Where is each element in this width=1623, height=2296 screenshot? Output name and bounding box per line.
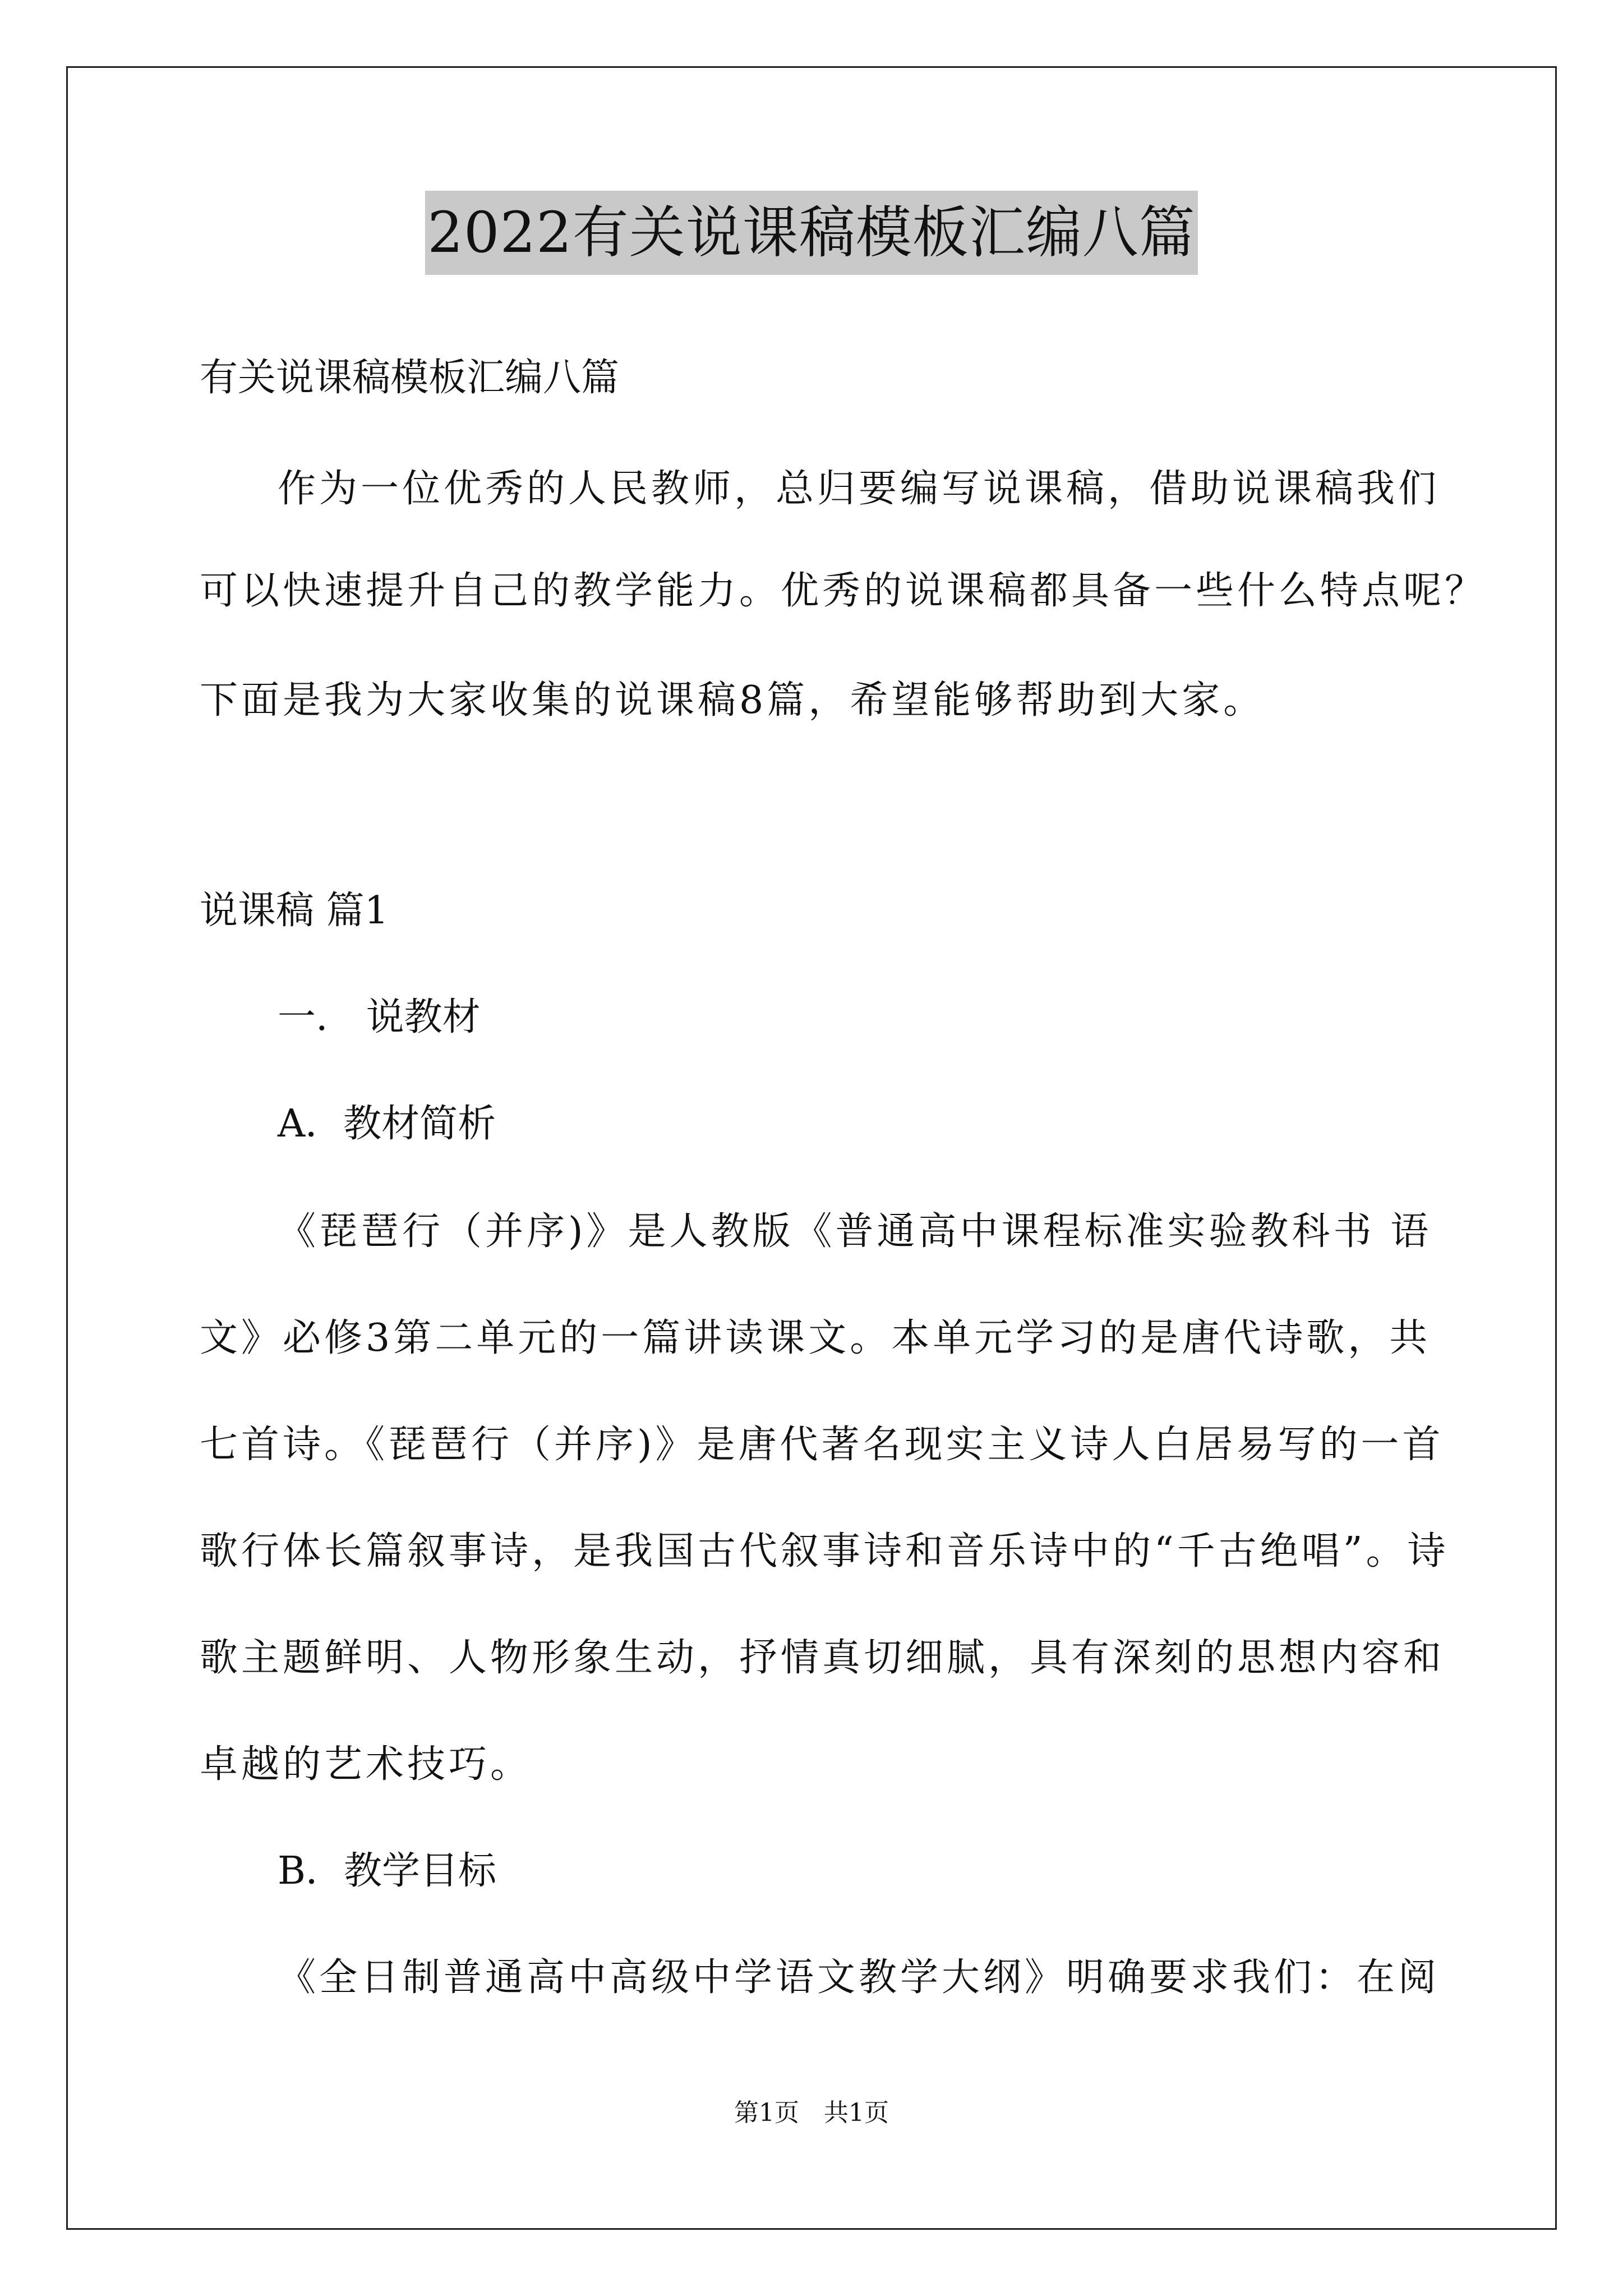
- paragraph-line: 歌主题鲜明、人物形象生动，抒情真切细腻，具有深刻的思想内容和: [200, 1636, 1445, 1680]
- part-heading: 一. 说教材: [278, 995, 481, 1039]
- document-title: 2022有关说课稿模板汇编八篇: [425, 191, 1198, 275]
- subsection-heading: A．教材简析: [278, 1102, 496, 1146]
- paragraph-line: 文》必修3第二单元的一篇讲读课文。本单元学习的是唐代诗歌，共: [200, 1316, 1431, 1360]
- title-block: [0, 191, 1623, 275]
- paragraph-line: 《琵琶行（并序)》是人教版《普通高中课程标准实验教科书 语: [278, 1209, 1432, 1254]
- paragraph-line: 歌行体长篇叙事诗，是我国古代叙事诗和音乐诗中的“千古绝唱”。诗: [200, 1529, 1449, 1573]
- paragraph-line: 七首诗。《琵琶行（并序)》是唐代著名现实主义诗人白居易写的一首: [200, 1423, 1444, 1467]
- subsection-heading: B．教学目标: [278, 1849, 496, 1893]
- intro-line: 可以快速提升自己的教学能力。优秀的说课稿都具备一些什么特点呢？: [200, 569, 1487, 613]
- paragraph-line: 卓越的艺术技巧。: [200, 1742, 532, 1787]
- intro-line: 作为一位优秀的人民教师，总归要编写说课稿，借助说课稿我们: [278, 467, 1440, 511]
- page-footer: 第1页 共1页: [734, 2099, 889, 2127]
- intro-line: 下面是我为大家收集的说课稿8篇，希望能够帮助到大家。: [200, 678, 1265, 723]
- section-heading: 说课稿 篇1: [200, 889, 389, 933]
- document-subtitle: 有关说课稿模板汇编八篇: [200, 356, 620, 400]
- paragraph-line: 《全日制普通高中高级中学语文教学大纲》明确要求我们：在阅: [278, 1955, 1440, 2000]
